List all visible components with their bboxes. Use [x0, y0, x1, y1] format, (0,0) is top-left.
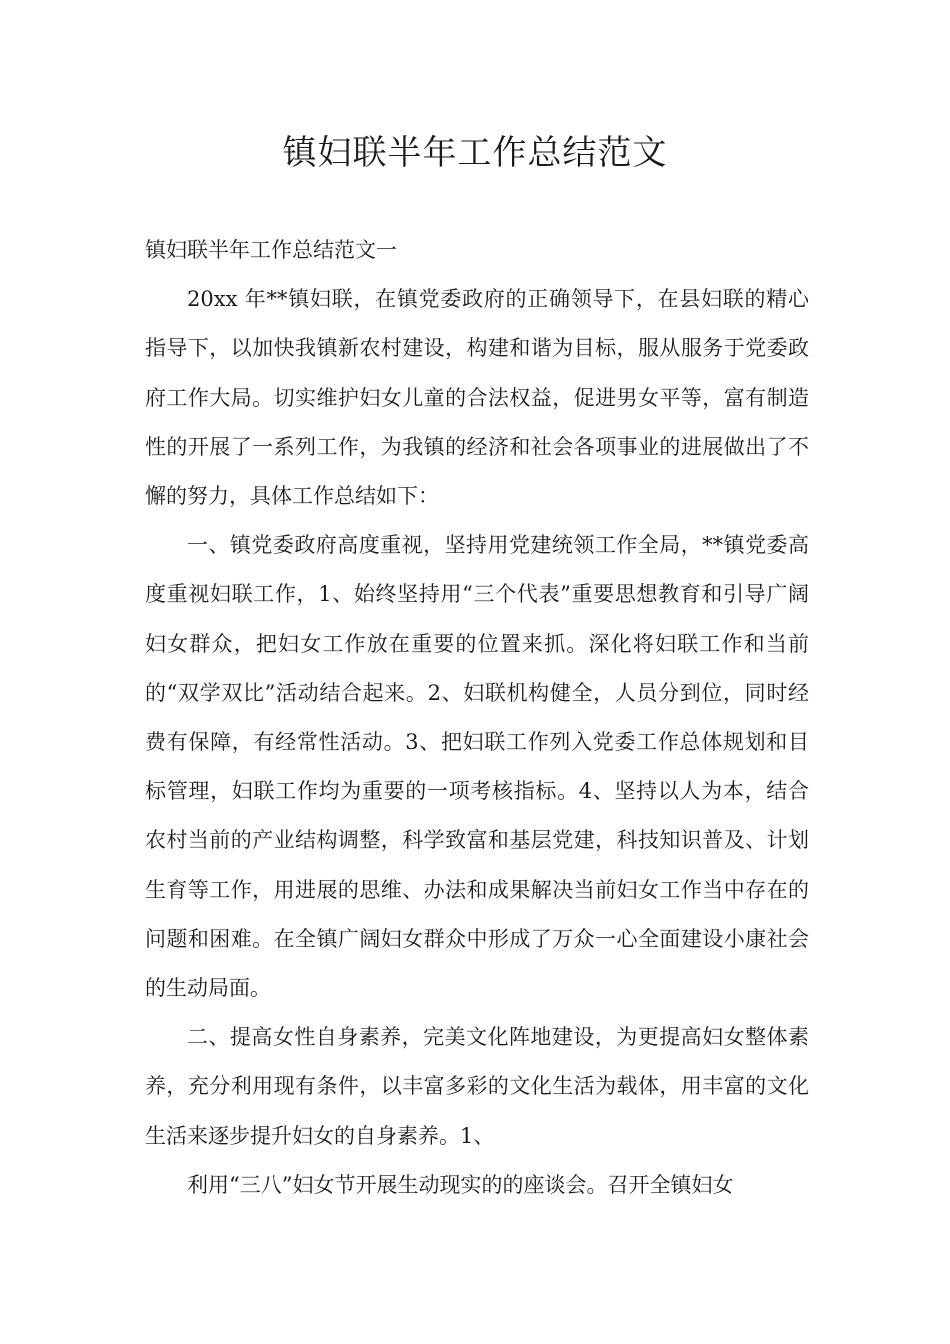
document-title: 镇妇联半年工作总结范文 — [282, 133, 668, 173]
paragraph-intro: 20xx 年**镇妇联，在镇党委政府的正确领导下，在县妇联的精心指导下，以加快我镇新农村建设，构建和谐为目标，服从服务于党委政府工作大局。切实维护妇女儿童的合法权益，促进男女平等，富有制造性的开展了一系列工作，为我镇的经济和社会各项事业的进展做出了不懈的努力，具体工作总结如下： — [145, 287, 809, 509]
paragraph-section-one: 一、镇党委政府高度重视，坚持用党建统领工作全局，**镇党委高度重视妇联工作，1、始终坚持用“三个代表”重要思想教育和引导广阔妇女群众，把妇女工作放在重要的位置来抓。深化将妇联工作和当前的“双学双比”活动结合起来。2、妇联机构健全，人员分到位，同时经费有保障，有经常性活动。3、把妇联工作列入党委工作总体规划和目标管理，妇联工作均为重要的一项考核指标。4、坚持以人为本，结合农村当前的产业结构调整，科学致富和基层党建，科技知识普及、计划生育等工作，用进展的思维、办法和成果解决当前妇女工作当中存在的问题和困难。在全镇广阔妇女群众中形成了万众一心全面建设小康社会的生动局面。 — [145, 533, 809, 1001]
paragraph-section-two: 二、提高女性自身素养，完美文化阵地建设，为更提高妇女整体素养，充分利用现有条件，以丰富多彩的文化生活为载体，用丰富的文化生活来逐步提升妇女的自身素养。1、 — [145, 1025, 809, 1148]
document-subtitle: 镇妇联半年工作总结范文一 — [145, 238, 397, 262]
paragraph-continuation: 利用“三八”妇女节开展生动现实的的座谈会。召开全镇妇女 — [187, 1172, 734, 1197]
document-body — [145, 226, 809, 1210]
